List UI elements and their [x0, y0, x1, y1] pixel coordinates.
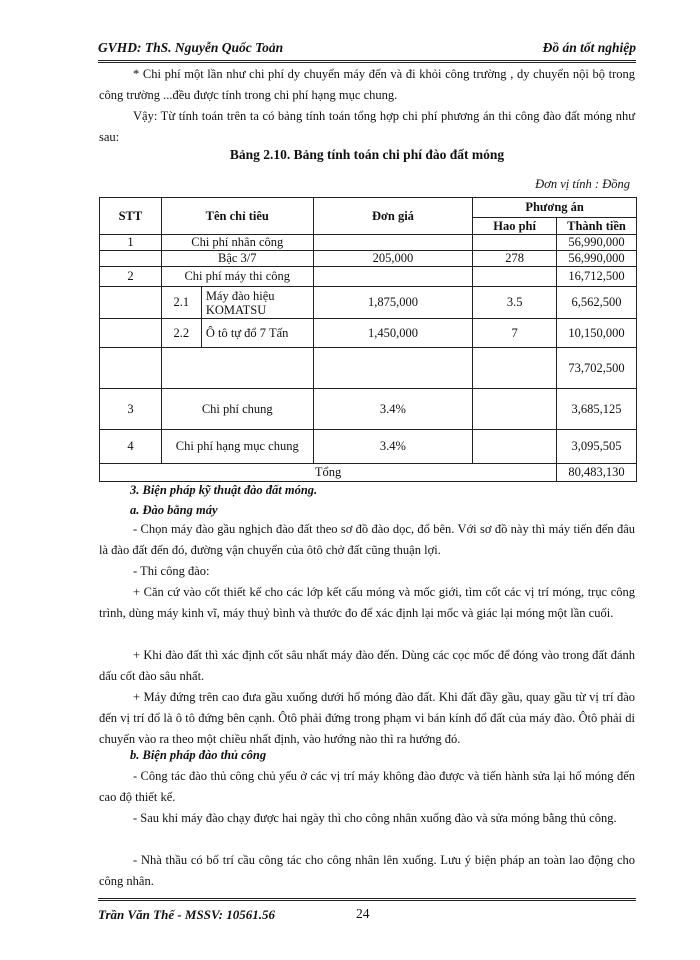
- cell-price: [313, 267, 473, 287]
- cell-hao-phi: [473, 389, 557, 430]
- header-price: Đơn giá: [313, 198, 473, 235]
- cost-table: [99, 197, 637, 482]
- page-number: 24: [356, 906, 370, 921]
- cell-name: Chi phí máy thi công: [161, 267, 313, 287]
- table-row: [100, 430, 637, 464]
- intro-paragraph-1: * Chi phí một lần như chi phí dy chuyển máy đến và đi khỏi công trường , dy chuyển nội bộ trong công trường ...đều được tính trong chi phí hạng mục chung.: [99, 67, 635, 102]
- cell-price: 3.4%: [313, 430, 473, 464]
- table-unit: Đơn vị tính : Đồng: [535, 177, 630, 191]
- cell-name: Chi phí chung: [161, 389, 313, 430]
- cell-stt: 2: [100, 267, 162, 287]
- cell-name: [161, 348, 313, 389]
- cell-price: [313, 235, 473, 251]
- cell-name: Chi phí nhân công: [161, 235, 313, 251]
- table-row: [100, 389, 637, 430]
- subsection-heading-b: b. Biện pháp đào thủ công: [130, 748, 267, 762]
- footer-author: Trần Văn Thế - MSSV: 10561.56: [98, 907, 275, 922]
- table-header-row: [100, 198, 637, 218]
- cell-stt: [100, 251, 162, 267]
- table-row: [100, 251, 637, 267]
- cell-total: 3,685,125: [557, 389, 637, 430]
- cell-sub-stt: 2.1: [161, 287, 201, 319]
- page-footer: [98, 898, 636, 925]
- header-stt: STT: [100, 198, 162, 235]
- cell-total: 3,095,505: [557, 430, 637, 464]
- cell-hao-phi: 278: [473, 251, 557, 267]
- cell-stt: [100, 287, 162, 319]
- table-row: [100, 319, 637, 348]
- cell-price: 1,450,000: [313, 319, 473, 348]
- subsection-heading-a: a. Đào bằng máy: [130, 503, 218, 517]
- paragraph-a5: + Máy đứng trên cao đưa gầu xuống dưới hố móng đào đất. Khi đất đầy gầu, quay gầu từ vị trí đào đến vị trí đổ là ô tô đứng bên cạnh. Ôtô phải đứng trong phạm vi bán kính đổ đất của máy đào. Ôtô phải di chuyển vào ra theo một chiều nhất định, vào hướng nào thì ra hướng đó.: [99, 690, 635, 746]
- cell-total: 56,990,000: [557, 251, 637, 267]
- cell-hao-phi: [473, 348, 557, 389]
- paragraph-a2: - Thi công đào:: [133, 564, 210, 578]
- cell-total: 10,150,000: [557, 319, 637, 348]
- header-plan: Phương án: [473, 198, 637, 218]
- cell-price: [313, 348, 473, 389]
- section-heading: 3. Biện pháp kỹ thuật đào đất móng.: [130, 483, 318, 497]
- paragraph-b1: - Công tác đào thủ công chủ yếu ở các vị trí máy không đào được và tiến hành sửa lại hố móng đến cao độ thiết kế.: [99, 769, 635, 804]
- cell-stt: 3: [100, 389, 162, 430]
- table-row: [100, 235, 637, 251]
- table-caption: Bảng 2.10. Bảng tính toán chi phí đào đất móng: [229, 147, 505, 162]
- cell-subtotal: 73,702,500: [557, 348, 637, 389]
- cell-name: Máy đào hiệu KOMATSU: [201, 287, 313, 319]
- cell-hao-phi: [473, 267, 557, 287]
- table-row: [100, 287, 637, 319]
- cell-stt: 1: [100, 235, 162, 251]
- header-hao-phi: Hao phí: [473, 218, 557, 235]
- header-thanh-tien: Thành tiền: [557, 218, 637, 235]
- paragraph-a1: - Chọn máy đào gầu nghịch đào đất theo sơ đồ đào dọc, đổ bên. Với sơ đồ này thì máy tiến đến đâu là đào đất đến đó, đường vận chuyển của ôtô chở đất cũng thuận lợi.: [99, 522, 635, 557]
- header-name: Tên chỉ tiêu: [161, 198, 313, 235]
- cell-stt: 4: [100, 430, 162, 464]
- cell-total: 16,712,500: [557, 267, 637, 287]
- cell-price: 1,875,000: [313, 287, 473, 319]
- paragraph-b3: - Nhà thầu có bố trí cầu công tác cho công nhân lên xuống. Lưu ý biện pháp an toàn lao động cho công nhân.: [99, 853, 635, 888]
- header-doc-type: Đồ án tốt nghiệp: [542, 40, 636, 55]
- cell-hao-phi: 3.5: [473, 287, 557, 319]
- cell-total: 6,562,500: [557, 287, 637, 319]
- header-supervisor: GVHD: ThS. Nguyễn Quốc Toản: [98, 40, 284, 55]
- cell-hao-phi: [473, 235, 557, 251]
- cell-stt: [100, 319, 162, 348]
- cell-total-label: Tổng: [100, 464, 557, 482]
- paragraph-a3: + Căn cứ vào cốt thiết kế cho các lớp kết cấu móng và mốc giới, tìm cốt các vị trí móng, trục công trình, dùng máy kinh vĩ, máy thuỷ bình và thước đo để xác định lại mốc và giác lại móng một lần cuối.: [99, 585, 635, 620]
- cell-sub-stt: 2.2: [161, 319, 201, 348]
- table-row: [100, 348, 637, 389]
- table-total-row: [100, 464, 637, 482]
- paragraph-b2: - Sau khi máy đào chạy được hai ngày thì cho công nhân xuống đào và sửa móng bằng thủ công.: [133, 811, 617, 825]
- cell-grand-total: 80,483,130: [557, 464, 637, 482]
- intro-paragraph-2: Vậy: Từ tính toán trên ta có bảng tính toán tổng hợp chi phí phương án thi công đào đất móng như sau:: [99, 109, 635, 144]
- cell-stt: [100, 348, 162, 389]
- cell-name: Chi phí hạng mục chung: [161, 430, 313, 464]
- cell-hao-phi: 7: [473, 319, 557, 348]
- paragraph-a4: + Khi đào đất thì xác định cốt sâu nhất máy đào đến. Dùng các cọc mốc để đóng vào trong đất đánh dấu cốt đào sâu nhất.: [99, 648, 635, 683]
- cell-price: 3.4%: [313, 389, 473, 430]
- cell-name: Bậc 3/7: [161, 251, 313, 267]
- cell-hao-phi: [473, 430, 557, 464]
- table-row: [100, 267, 637, 287]
- cell-total: 56,990,000: [557, 235, 637, 251]
- page-header: [98, 38, 636, 63]
- cell-name: Ô tô tự đổ 7 Tấn: [201, 319, 313, 348]
- cell-price: 205,000: [313, 251, 473, 267]
